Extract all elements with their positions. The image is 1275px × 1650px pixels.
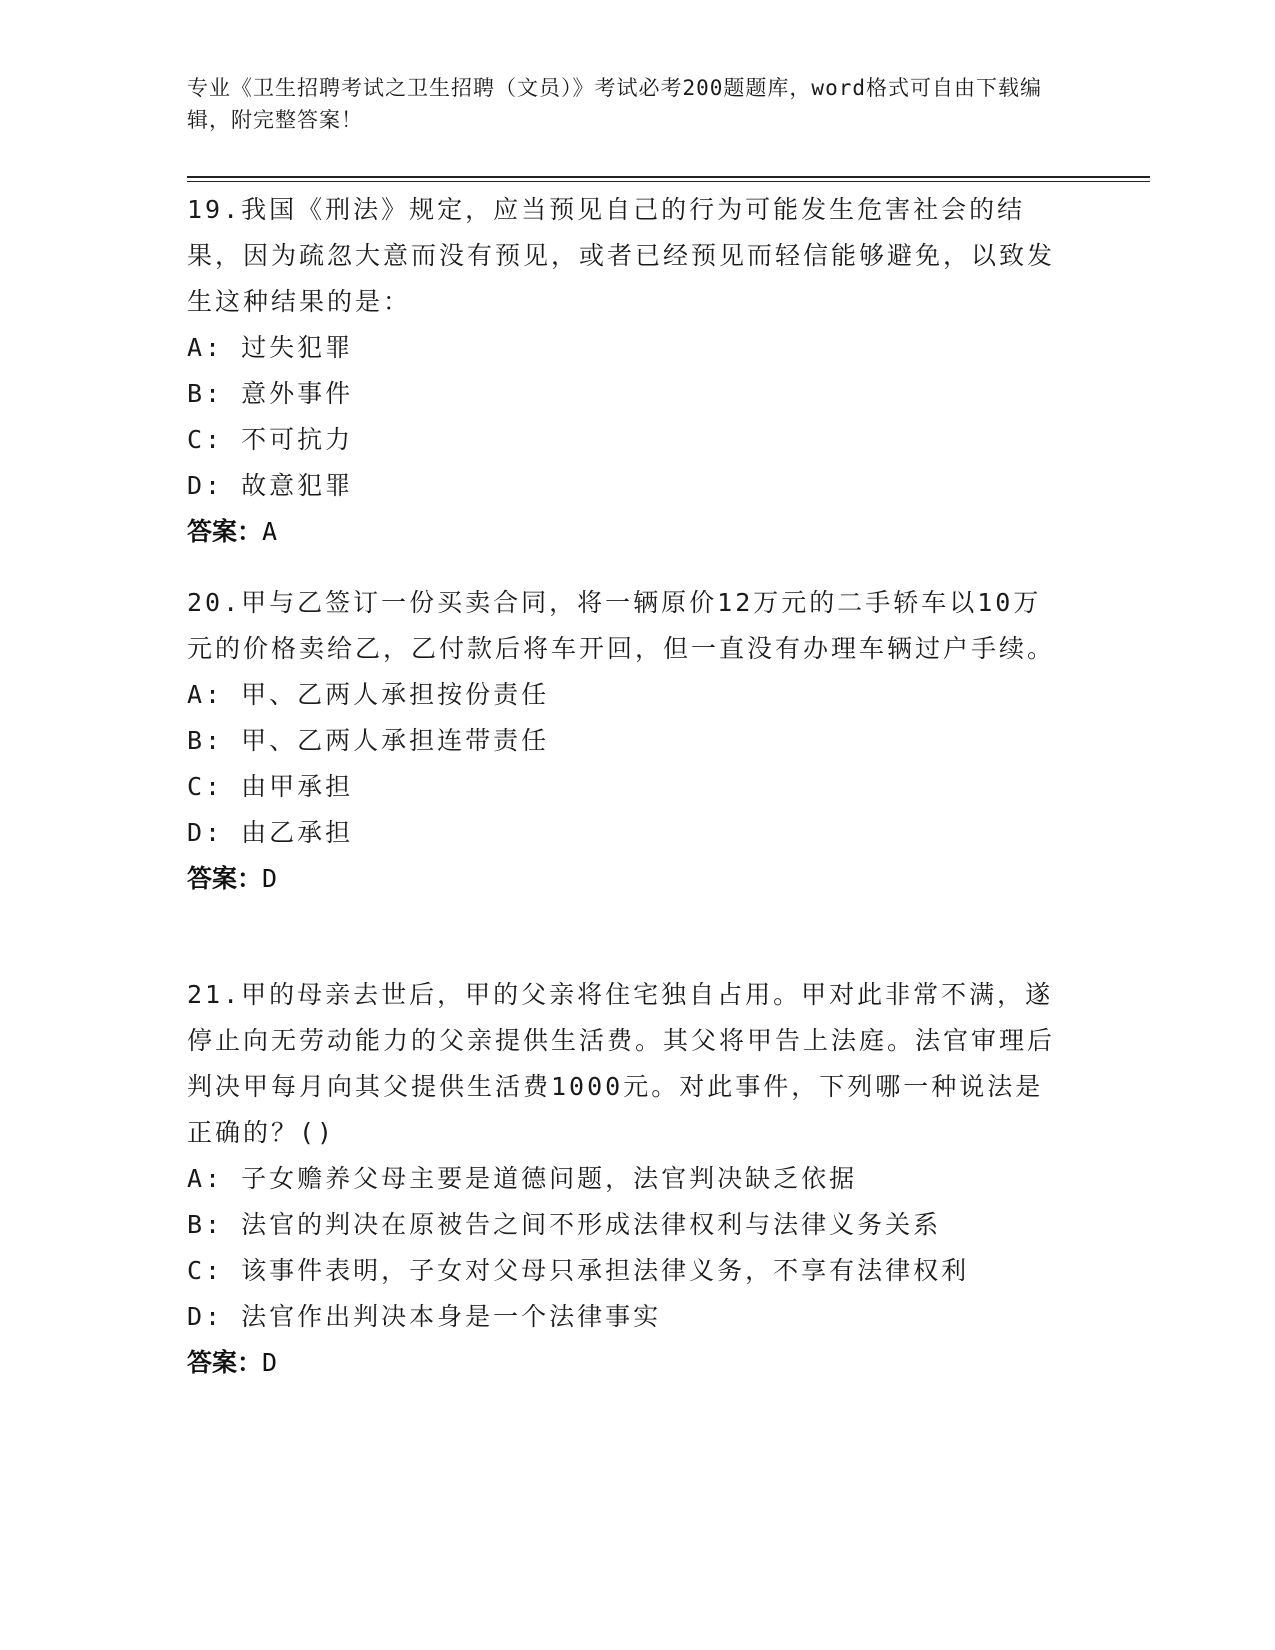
option-c: C: 该事件表明，子女对父母只承担法律义务，不享有法律权利 <box>187 1256 970 1285</box>
option-a: A: 甲、乙两人承担按份责任 <box>187 680 550 709</box>
option-c: C: 不可抗力 <box>187 425 354 454</box>
option-d: D: 故意犯罪 <box>187 471 354 500</box>
option-b: B: 意外事件 <box>187 379 354 408</box>
question-stem: 20.甲与乙签订一份买卖合同，将一辆原价12万元的二手轿车以10万元的价格卖给乙，乙付款后将车开回，但一直没有办理车辆过户手续。 <box>187 588 1056 663</box>
answer-line <box>187 509 1067 555</box>
question-stem: 21.甲的母亲去世后，甲的父亲将住宅独自占用。甲对此非常不满，遂停止向无劳动能力的父亲提供生活费。其父将甲告上法庭。法官审理后判决甲每月向其父提供生活费1000元。对此事件，下列哪一种说法是正确的？() <box>187 980 1056 1147</box>
answer-label: 答案： <box>187 864 263 893</box>
question-stem: 19.我国《刑法》规定，应当预见自己的行为可能发生危害社会的结果，因为疏忽大意而没有预见，或者已经预见而轻信能够避免，以致发生这种结果的是： <box>187 195 1056 316</box>
option-d: D: 法官作出判决本身是一个法律事实 <box>187 1302 662 1331</box>
answer-line <box>187 856 1067 902</box>
answer-label: 答案： <box>187 1348 263 1377</box>
option-d: D: 由乙承担 <box>187 818 354 847</box>
document-header: 专业《卫生招聘考试之卫生招聘（文员）》考试必考200题题库，word格式可自由下载编辑，附完整答案！ <box>187 76 1042 132</box>
answer-value: A <box>262 517 278 546</box>
header-divider-thick <box>187 176 1150 178</box>
question-20 <box>187 580 1067 902</box>
option-a: A: 子女赡养父母主要是道德问题，法官判决缺乏依据 <box>187 1164 858 1193</box>
question-21 <box>187 972 1067 1386</box>
option-b: B: 甲、乙两人承担连带责任 <box>187 726 550 755</box>
question-19 <box>187 187 1067 555</box>
option-a: A: 过失犯罪 <box>187 333 354 362</box>
answer-value: D <box>262 864 278 893</box>
option-b: B: 法官的判决在原被告之间不形成法律权利与法律义务关系 <box>187 1210 942 1239</box>
answer-label: 答案： <box>187 517 263 546</box>
option-c: C: 由甲承担 <box>187 772 354 801</box>
header-divider-thin <box>187 181 1150 182</box>
answer-line <box>187 1340 1067 1386</box>
answer-value: D <box>262 1348 278 1377</box>
